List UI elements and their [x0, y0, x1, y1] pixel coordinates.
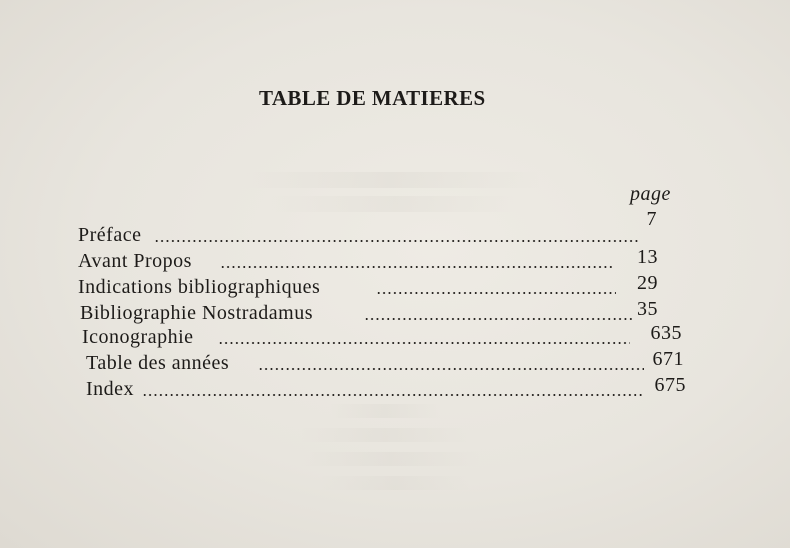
- toc-row: [78, 272, 690, 298]
- leader-dots: [364, 318, 632, 320]
- show-through-line: [240, 172, 540, 188]
- toc-entry-label: Avant Propos: [78, 250, 192, 272]
- toc-entry-label: Index: [86, 378, 135, 400]
- show-through-line: [330, 404, 440, 418]
- show-through-line: [300, 428, 470, 442]
- page-title: TABLE DE MATIERES: [259, 86, 486, 110]
- show-through-line: [270, 196, 520, 212]
- toc-entry-page: 635: [650, 322, 682, 344]
- toc-entry-page: 13: [637, 246, 658, 268]
- toc-row: [78, 322, 690, 348]
- toc-entry-label: Indications bibliographiques: [78, 276, 321, 298]
- leader-dots: [220, 266, 612, 268]
- toc-entry-page: 7: [646, 208, 657, 230]
- leader-dots: [376, 292, 616, 294]
- toc-entry-page: 35: [637, 298, 658, 320]
- leader-dots: [154, 240, 638, 242]
- show-through-line: [320, 476, 470, 490]
- leader-dots: [218, 342, 630, 344]
- toc-row: [78, 208, 690, 246]
- leader-dots: [258, 368, 644, 370]
- leader-dots: [142, 394, 642, 396]
- toc-entry-page: 29: [637, 272, 658, 294]
- toc-entry-label: Préface: [78, 224, 142, 246]
- toc-row: [78, 246, 690, 272]
- toc-entry-label: Iconographie: [82, 326, 194, 348]
- toc-entry-page: 675: [654, 374, 686, 396]
- toc-row: [78, 298, 690, 324]
- show-through-line: [300, 452, 480, 466]
- toc-entry-page: 671: [652, 348, 684, 370]
- toc-row: [78, 374, 690, 400]
- page-column-label: page: [630, 183, 671, 205]
- toc-entry-label: Bibliographie Nostradamus: [80, 302, 314, 324]
- toc-row: [78, 348, 690, 374]
- toc-entry-label: Table des années: [86, 352, 230, 374]
